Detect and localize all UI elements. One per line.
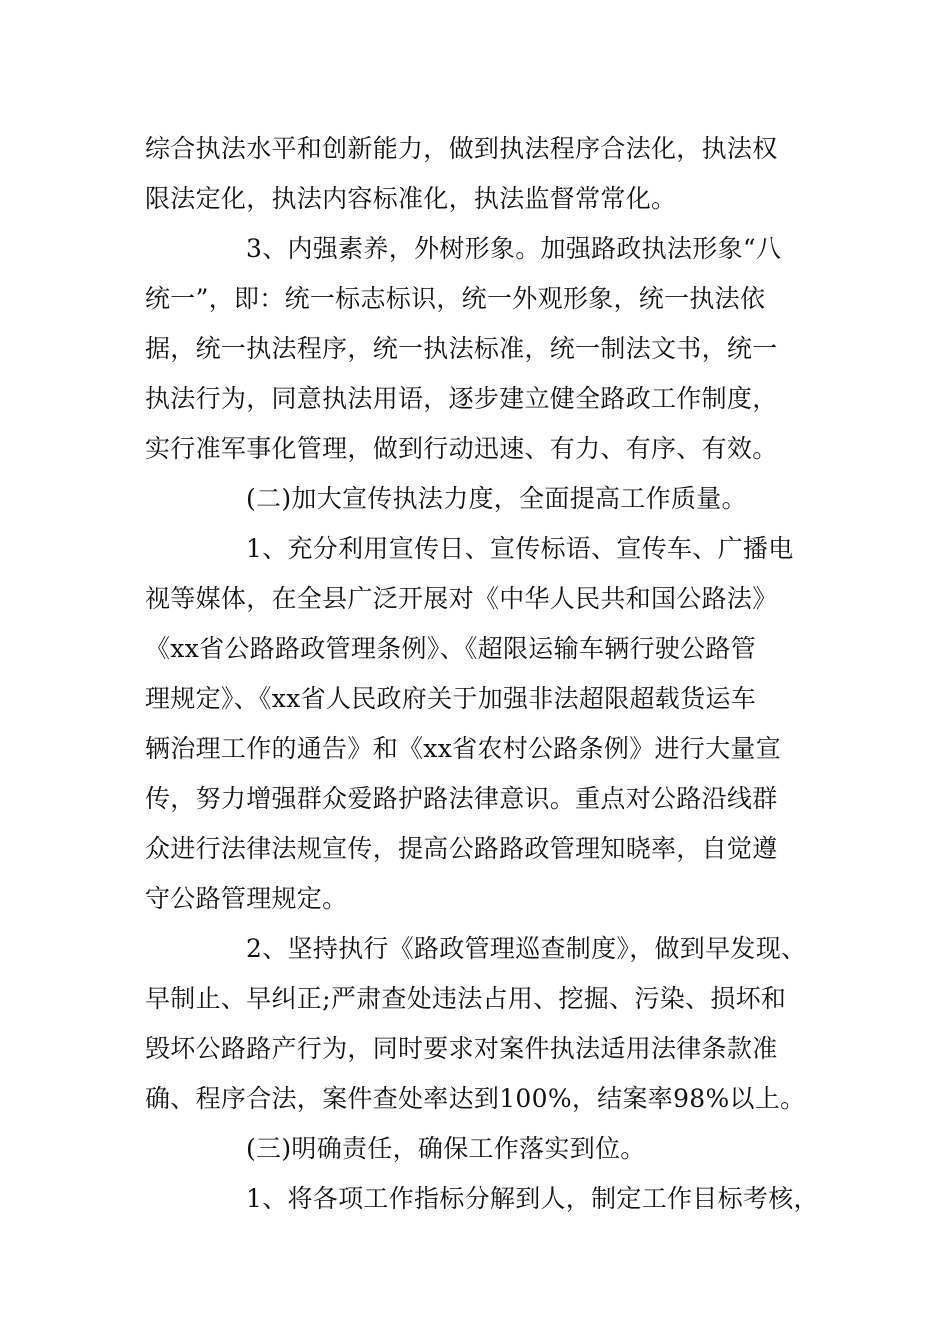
body-text-line: 据，统一执法程序，统一执法标准，统一制法文书，统一: [145, 334, 778, 363]
body-text-line: 毁坏公路路产行为，同时要求对案件执法适用法律条款准: [145, 1034, 778, 1063]
paragraph-item-1: 1、将各项工作指标分解到人，制定工作目标考核，: [246, 1184, 819, 1213]
body-text-line: 理规定》、《xx省人民政府关于加强非法超限超载货运车: [145, 684, 757, 713]
section-heading-3: (三)明确责任，确保工作落实到位。: [246, 1134, 646, 1163]
body-text-line: 视等媒体，在全县广泛开展对《中华人民共和国公路法》: [145, 584, 778, 613]
section-heading-2: (二)加大宣传执法力度，全面提高工作质量。: [246, 484, 747, 513]
paragraph-item-1: 1、充分利用宣传日、宣传标语、宣传车、广播电: [246, 534, 794, 563]
body-text-line: 限法定化，执法内容标准化，执法监督常常化。: [145, 184, 677, 213]
paragraph-item-2: 2、坚持执行《路政管理巡查制度》，做到早发现、: [246, 934, 807, 963]
body-text-line: 实行准军事化管理，做到行动迅速、有力、有序、有效。: [145, 434, 778, 463]
body-text-line: 传，努力增强群众爱路护路法律意识。重点对公路沿线群: [145, 784, 778, 813]
body-text-line: 执法行为，同意执法用语，逐步建立健全路政工作制度，: [145, 384, 778, 413]
body-text-line: 确、程序合法，案件查处率达到100%，结案率98%以上。: [145, 1084, 806, 1113]
body-text-line: 《xx省公路路政管理条例》、《超限运输车辆行驶公路管: [145, 634, 757, 663]
paragraph-item-3: 3、内强素养，外树形象。加强路政执法形象“八: [246, 234, 782, 263]
body-text-line: 众进行法律法规宣传，提高公路路政管理知晓率，自觉遵: [145, 834, 778, 863]
body-text-line: 统一”，即：统一标志标识，统一外观形象，统一执法依: [145, 284, 766, 313]
body-text-line: 早制止、早纠正;严肃查处违法占用、挖掘、污染、损坏和: [145, 984, 787, 1013]
body-text-line: 综合执法水平和创新能力，做到执法程序合法化，执法权: [145, 134, 778, 163]
body-text-line: 守公路管理规定。: [145, 884, 348, 913]
body-text-line: 辆治理工作的通告》和《xx省农村公路条例》进行大量宣: [145, 734, 782, 763]
